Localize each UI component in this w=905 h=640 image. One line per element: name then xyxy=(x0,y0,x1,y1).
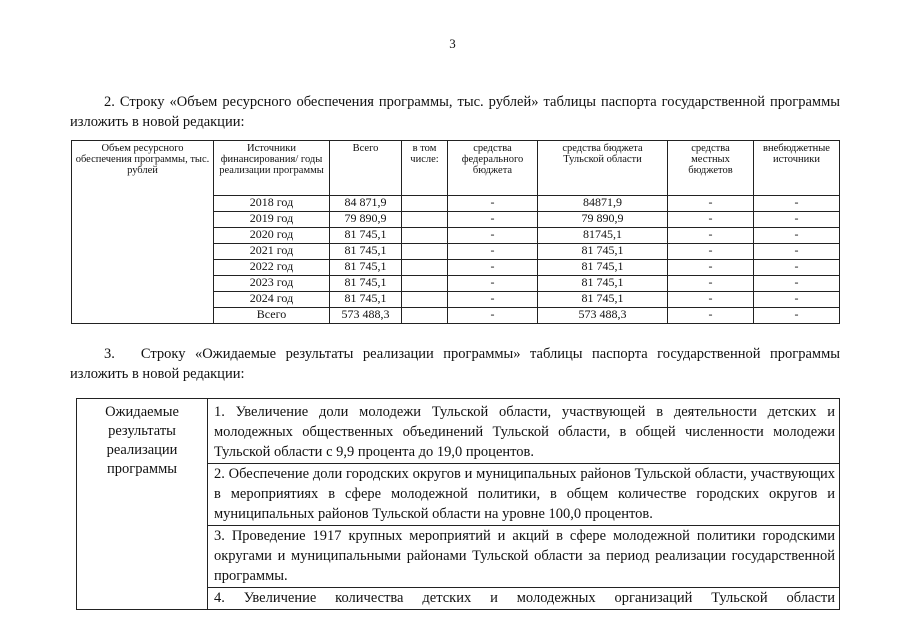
including-cell xyxy=(402,276,448,292)
year-cell: 2022 год xyxy=(214,260,330,276)
federal-cell: - xyxy=(448,212,538,228)
result-item: 1. Увеличение доли молодежи Тульской области, участвующей в деятельности детских и молодежных общественных объединений Тульской области, в общей численности молодежи Тульской области с 9,9 процента до 19,0 процентов. xyxy=(208,402,839,464)
regional-cell: 84871,9 xyxy=(538,196,668,212)
header-including: в том числе: xyxy=(402,141,448,196)
results-table xyxy=(76,398,840,610)
including-cell xyxy=(402,244,448,260)
header-local: средства местных бюджетов xyxy=(668,141,754,196)
regional-cell: 81 745,1 xyxy=(538,260,668,276)
including-cell xyxy=(402,260,448,276)
local-cell: - xyxy=(668,260,754,276)
federal-cell: - xyxy=(448,308,538,324)
local-cell: - xyxy=(668,292,754,308)
federal-cell: - xyxy=(448,292,538,308)
including-cell xyxy=(402,212,448,228)
result-item: 3. Проведение 1917 крупных мероприятий и акций в сфере молодежной политики городскими округами и муниципальными районами Тульской области за период реализации государственной программы. xyxy=(208,526,839,588)
header-total: Всего xyxy=(330,141,402,196)
federal-cell: - xyxy=(448,244,538,260)
page-number: 3 xyxy=(449,36,456,51)
total-cell: 81 745,1 xyxy=(330,228,402,244)
total-cell: 81 745,1 xyxy=(330,292,402,308)
total-cell: 81 745,1 xyxy=(330,276,402,292)
total-cell: 81 745,1 xyxy=(330,244,402,260)
extra-cell: - xyxy=(754,260,840,276)
including-cell xyxy=(402,292,448,308)
regional-cell: 81 745,1 xyxy=(538,292,668,308)
extra-cell: - xyxy=(754,276,840,292)
local-cell: - xyxy=(668,228,754,244)
results-row xyxy=(77,399,840,610)
year-cell: Всего xyxy=(214,308,330,324)
local-cell: - xyxy=(668,276,754,292)
total-cell: 84 871,9 xyxy=(330,196,402,212)
total-cell: 79 890,9 xyxy=(330,212,402,228)
section-3-number: 3. xyxy=(104,346,115,362)
federal-cell: - xyxy=(448,228,538,244)
year-cell: 2024 год xyxy=(214,292,330,308)
regional-cell: 81745,1 xyxy=(538,228,668,244)
local-cell: - xyxy=(668,212,754,228)
extra-cell: - xyxy=(754,228,840,244)
total-cell: 81 745,1 xyxy=(330,260,402,276)
result-item: 2. Обеспечение доли городских округов и муниципальных районов Тульской области, участвующих в мероприятиях в сфере молодежной политики, в общем количестве городских округов и муниципальных районов Тульской области на уровне 100,0 процентов. xyxy=(208,464,839,526)
regional-cell: 81 745,1 xyxy=(538,244,668,260)
section-2-text: 2. Строку «Объем ресурсного обеспечения программы, тыс. рублей» таблицы паспорта государственной программы изложить в новой редакции: xyxy=(70,94,840,130)
extra-cell: - xyxy=(754,292,840,308)
section-2-paragraph xyxy=(70,92,840,132)
extra-cell: - xyxy=(754,244,840,260)
funding-table-header-row xyxy=(72,141,840,196)
including-cell xyxy=(402,308,448,324)
results-items xyxy=(208,399,840,610)
header-sources: Источники финансирования/ годы реализации программы xyxy=(214,141,330,196)
funding-row-label: Объем ресурсного обеспечения программы, тыс. рублей xyxy=(72,141,214,324)
result-item: 4. Увеличение количества детских и молодежных организаций Тульской области xyxy=(214,590,835,606)
funding-table xyxy=(71,140,840,324)
section-3-text: Строку «Ожидаемые результаты реализации программы» таблицы паспорта государственной программы изложить в новой редакции: xyxy=(70,346,840,382)
including-cell xyxy=(402,196,448,212)
year-cell: 2020 год xyxy=(214,228,330,244)
federal-cell: - xyxy=(448,196,538,212)
header-regional: средства бюджета Тульской области xyxy=(538,141,668,196)
section-3-paragraph xyxy=(70,344,840,384)
extra-cell: - xyxy=(754,196,840,212)
local-cell: - xyxy=(668,308,754,324)
federal-cell: - xyxy=(448,260,538,276)
regional-cell: 573 488,3 xyxy=(538,308,668,324)
year-cell: 2021 год xyxy=(214,244,330,260)
including-cell xyxy=(402,228,448,244)
regional-cell: 81 745,1 xyxy=(538,276,668,292)
year-cell: 2018 год xyxy=(214,196,330,212)
total-cell: 573 488,3 xyxy=(330,308,402,324)
year-cell: 2023 год xyxy=(214,276,330,292)
extra-cell: - xyxy=(754,212,840,228)
results-label: Ожидаемые результаты реализации программы xyxy=(77,399,208,610)
header-federal: средства федерального бюджета xyxy=(448,141,538,196)
local-cell: - xyxy=(668,196,754,212)
local-cell: - xyxy=(668,244,754,260)
regional-cell: 79 890,9 xyxy=(538,212,668,228)
extra-cell: - xyxy=(754,308,840,324)
header-extrabudgetary: внебюджетные источники xyxy=(754,141,840,196)
year-cell: 2019 год xyxy=(214,212,330,228)
federal-cell: - xyxy=(448,276,538,292)
